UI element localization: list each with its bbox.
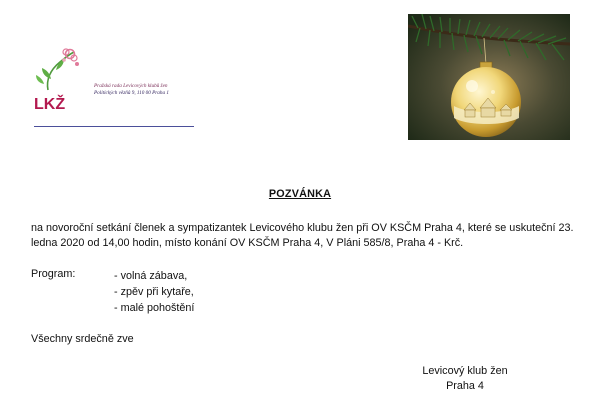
organization-info [94, 83, 169, 97]
signature [405, 364, 525, 394]
header-divider [34, 126, 194, 127]
closing-line: Všechny srdečně zve [31, 333, 134, 345]
program-list [114, 268, 194, 316]
lkz-logo [30, 46, 90, 116]
program-item: - zpěv při kytaře, [114, 286, 194, 298]
signature-location: Praha 4 [446, 380, 484, 392]
logo-text: LKŽ [34, 96, 66, 113]
signature-organization: Levicový klub žen [422, 365, 508, 377]
program-label: Program: [31, 268, 76, 280]
program-item: - malé pohoštění [114, 302, 195, 314]
organization-name: Pražská rada Levicových klubů žen [94, 83, 168, 89]
invitation-text: na novoroční setkání členek a sympatizantek Levicového klubu žen při OV KSČM Praha 4, které se uskuteční 23. ledna 2020 od 14,00 hodin, místo konání OV KSČM Praha 4, V Pláni 585/8, Praha 4 - Krč. [31, 222, 574, 249]
document-title: POZVÁNKA [268, 188, 332, 200]
christmas-ornament-image [408, 14, 570, 140]
program-item: - volná zábava, [114, 270, 188, 282]
organization-address: Politických vězňů 9, 110 00 Praha 1 [94, 90, 169, 96]
